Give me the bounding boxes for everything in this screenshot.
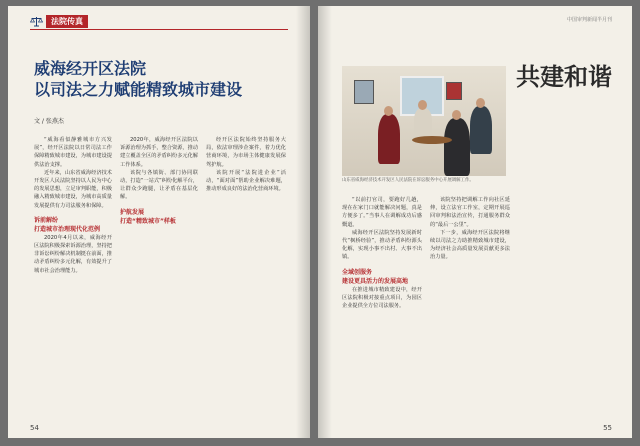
subheading xyxy=(120,208,198,226)
byline: 文 / 张燕杰 xyxy=(34,118,64,125)
paragraph: 下一步，威海经开区法院将继续以司法之力助推精致城市建设，为经济社会高质量发展贡献更多法治力量。 xyxy=(430,229,510,261)
photo-table xyxy=(412,136,452,144)
photo-person xyxy=(414,108,432,138)
photo-caption: 山东省威海经济技术开发区人民法院在诉讼服务中心开展调解工作。 xyxy=(342,178,474,183)
photo-frame xyxy=(446,82,462,100)
photo-person xyxy=(470,106,492,154)
paragraph: 近年来，山东省威海经济技术开发区人民法院坚持以人民为中心的发展思想，立足审判职能，积极融入精致城市建设，为城市高质量发展提供有力司法服务和保障。 xyxy=(34,169,112,209)
paragraph: 该院开展“法院进企业”活动，“面对面”帮助企业解决难题，推动形成良好的法治化营商环境。 xyxy=(206,169,286,193)
right-page xyxy=(318,6,632,438)
page-footer xyxy=(30,424,39,432)
headline-line-1: 威海经开区法院 xyxy=(34,59,147,78)
page-footer xyxy=(603,424,612,432)
subheading-line-2: 打造城市治理现代化范例 xyxy=(34,225,101,233)
subheading-line-2: 建设更具活力的发展高地 xyxy=(342,277,409,285)
subheading xyxy=(342,268,422,286)
section-label: 法院传真 xyxy=(46,15,88,28)
section-tag xyxy=(30,15,88,28)
photo-person xyxy=(378,114,400,164)
photo-person-head xyxy=(476,98,485,108)
paragraph: 2020年，威海经开区法院以诉源治理为抓手，整合资源，推动建立覆盖全区的矛盾纠纷多元化解工作体系。 xyxy=(120,137,198,168)
left-page xyxy=(8,6,310,438)
spine-shadow xyxy=(296,6,310,438)
photo-person-head xyxy=(384,106,393,116)
headline-line-2: 以司法之力赋能精致城市建设 xyxy=(34,80,243,99)
page-number: 55 xyxy=(603,424,612,432)
paragraph: 在推进城市精致建设中，经开区法院积极对接重点项目，为园区企业提供全方位司法服务。 xyxy=(342,286,422,310)
article-photo xyxy=(342,66,506,176)
paragraph: 威海经开区法院坚持发展新时代“枫桥经验”，推动矛盾纠纷源头化解，实现小事不出村、大事不出镇。 xyxy=(342,229,422,261)
subheading-line-1: 护航发展 xyxy=(120,208,145,216)
subheading xyxy=(34,216,112,234)
paragraph: 该院坚持把调解工作向社区延伸，设立法官工作室，定期开展巡回审判和法治宣传，打通服务群众的“最后一公里”。 xyxy=(430,197,510,228)
article-headline xyxy=(34,58,274,100)
subheading-line-2: 打造“精致城市”样板 xyxy=(120,217,176,225)
running-head: 中国审判新闻半月刊 xyxy=(566,17,612,23)
subheading-line-1: 全域创服务 xyxy=(342,268,373,276)
left-column-1 xyxy=(34,136,112,275)
subheading-line-1: 诉前解纷 xyxy=(34,216,59,224)
right-column-1 xyxy=(342,196,422,310)
photo-person xyxy=(444,118,470,176)
photo-person-head xyxy=(418,100,427,110)
right-column-2 xyxy=(430,196,510,262)
left-column-3 xyxy=(206,136,286,193)
paragraph: “以前打官司，要跑好几趟，现在在家门口就能解决问题，真是方便多了。”当事人在调解成功后感慨道。 xyxy=(342,197,422,228)
page-number: 54 xyxy=(30,424,39,432)
calligraphy-artwork: 共建和谐 xyxy=(516,62,612,91)
photo-frame xyxy=(354,80,374,104)
paragraph: 经开区法院始终坚持服务大局，依法审理涉企案件，着力优化营商环境，为市场主体健康发展保驾护航。 xyxy=(206,137,286,168)
paragraph: 该院与各镇街、部门协同联动，打造“一站式”纠纷化解平台，让群众少跑腿，让矛盾在基层化解。 xyxy=(120,169,199,201)
spine-shadow xyxy=(318,6,332,438)
scales-of-justice-icon xyxy=(30,16,43,27)
header-rule xyxy=(30,29,288,30)
left-column-2 xyxy=(120,136,198,226)
photo-person-head xyxy=(452,110,461,120)
paragraph: “威海看似静雅城市方兴发展”，经开区法院以日常司法工作保障精致城市建设，为城市建设提供法治支撑。 xyxy=(34,137,112,168)
paragraph: 2020年4月以来，威海经开区法院积极探索诉源治理，坚持把非诉讼纠纷解决机制挺在前面，推动矛盾纠纷多元化解，有效提升了城市社会治理能力。 xyxy=(34,234,112,274)
